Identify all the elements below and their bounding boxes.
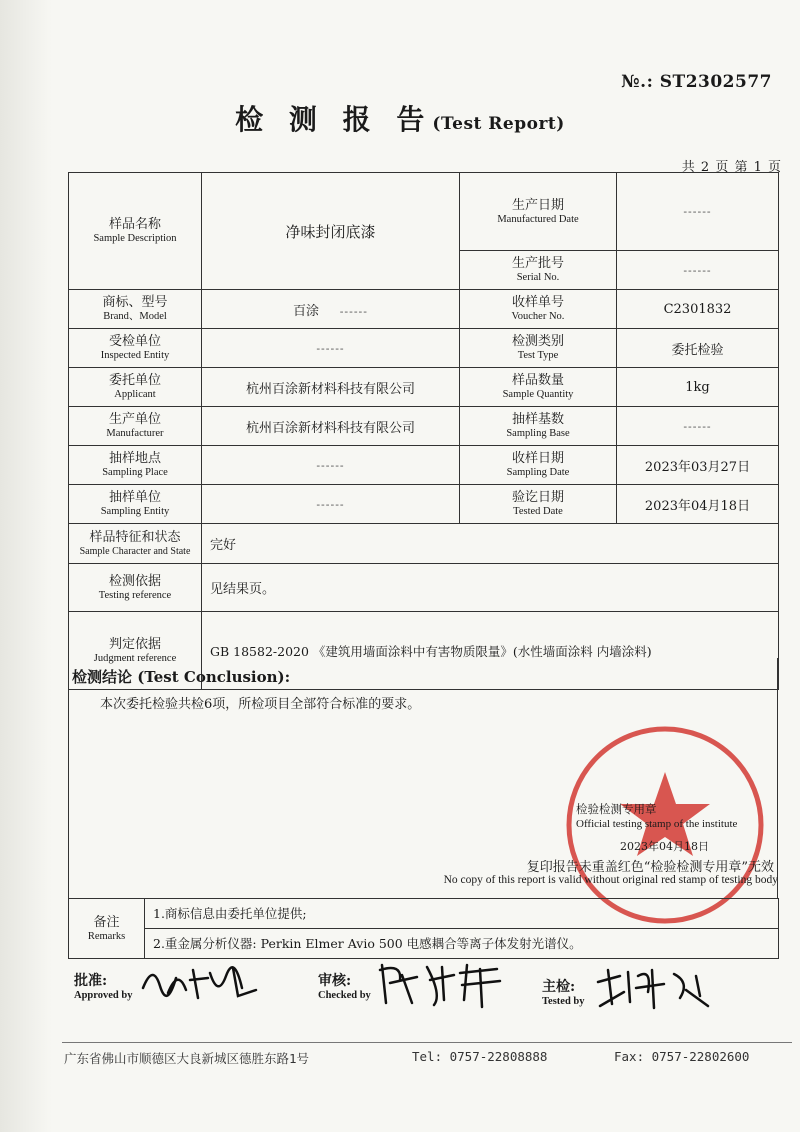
tester-signature-icon xyxy=(590,962,720,1012)
title-en: (Test Report) xyxy=(432,114,565,134)
sample-info-table xyxy=(68,172,779,690)
value-judgment-reference: GB 18582-2020 《建筑用墙面涂料中有害物质限量》(水性墙面涂料 内墙涂料) xyxy=(202,612,779,690)
value-voucher-no: C2301832 xyxy=(617,290,779,329)
value-testing-reference: 见结果页。 xyxy=(202,564,779,612)
remarks-content xyxy=(145,899,779,959)
label-test-type: 检测类别 Test Type xyxy=(460,329,617,368)
label-sampling-entity: 抽样单位 Sampling Entity xyxy=(69,485,202,524)
value-tested-date: 2023年04月18日 xyxy=(617,485,779,524)
label-sampling-date: 收样日期 Sampling Date xyxy=(460,446,617,485)
label-serial-no: 生产批号 Serial No. xyxy=(460,251,617,290)
value-serial-no: ------ xyxy=(617,251,779,290)
conclusion-text: 本次委托检验共检6项，所检项目全部符合标准的要求。 xyxy=(100,697,421,712)
label-sample-character: 样品特征和状态 Sample Character and State xyxy=(69,524,202,564)
copy-notice-cn: 复印报告未重盖红色“检验检测专用章”无效 xyxy=(526,860,774,875)
approved-label: 批准: Approved by xyxy=(74,973,133,1001)
stamp-label-en: Official testing stamp of the institute xyxy=(576,818,738,830)
value-sampling-entity: ------ xyxy=(202,485,460,524)
value-manufacturer: 杭州百涂新材料科技有限公司 xyxy=(202,407,460,446)
brand-value: 百涂 xyxy=(293,303,320,319)
remarks-table xyxy=(68,898,779,959)
label-tested-date: 验讫日期 Tested Date xyxy=(460,485,617,524)
value-applicant: 杭州百涂新材料科技有限公司 xyxy=(202,368,460,407)
model-value: ------ xyxy=(339,304,368,318)
stamp-date: 2023年04月18日 xyxy=(620,840,709,853)
label-brand-model: 商标、型号 Brand、Model xyxy=(69,290,202,329)
remark-item: 2.重金属分析仪器: Perkin Elmer Avio 500 电感耦合等离子体发射光谱仪。 xyxy=(145,928,778,958)
title-cn: 检 测 报 告 xyxy=(235,103,433,136)
value-sample-description: 净味封闭底漆 xyxy=(202,173,460,290)
value-sample-character: 完好 xyxy=(202,524,779,564)
label-testing-reference: 检测依据 Testing reference xyxy=(69,564,202,612)
footer-address: 广东省佛山市顺德区大良新城区德胜东路1号 xyxy=(64,1051,310,1066)
value-sample-quantity: 1kg xyxy=(617,368,779,407)
value-inspected-entity: ------ xyxy=(202,329,460,368)
label-applicant: 委托单位 Applicant xyxy=(69,368,202,407)
stamp-label-cn: 检验检测专用章 xyxy=(576,802,657,816)
conclusion-title: 检测结论 (Test Conclusion): xyxy=(72,668,291,686)
value-sampling-base: ------ xyxy=(617,407,779,446)
scan-margin-shade xyxy=(0,0,52,1132)
report-title xyxy=(0,98,800,138)
value-manufactured-date: ------ xyxy=(617,173,779,251)
label-sampling-place: 抽样地点 Sampling Place xyxy=(69,446,202,485)
tested-label: 主检: Tested by xyxy=(542,979,585,1007)
label-manufactured-date: 生产日期 Manufactured Date xyxy=(460,173,617,251)
value-brand-model xyxy=(202,290,460,329)
checked-label: 审核: Checked by xyxy=(318,973,371,1001)
footer-fax: Fax: 0757-22802600 xyxy=(614,1049,750,1064)
value-sampling-place: ------ xyxy=(202,446,460,485)
label-sampling-base: 抽样基数 Sampling Base xyxy=(460,407,617,446)
label-inspected-entity: 受检单位 Inspected Entity xyxy=(69,329,202,368)
value-test-type: 委托检验 xyxy=(617,329,779,368)
report-number: №.: ST2302577 xyxy=(621,72,772,92)
value-sampling-date: 2023年03月27日 xyxy=(617,446,779,485)
checker-signature-icon xyxy=(372,955,512,1010)
page-info: 共 2 页 第 1 页 xyxy=(681,160,782,175)
copy-notice-en: No copy of this report is valid without original red stamp of testing body xyxy=(443,874,778,886)
remark-item: 1.商标信息由委托单位提供; xyxy=(153,906,307,921)
footer-tel: Tel: 0757-22808888 xyxy=(412,1049,548,1064)
label-judgment-reference: 判定依据 Judgment reference xyxy=(69,612,202,690)
label-sample-description: 样品名称 Sample Description xyxy=(69,173,202,290)
remarks-label: 备注 Remarks xyxy=(69,899,145,959)
footer-divider xyxy=(62,1042,792,1043)
label-sample-quantity: 样品数量 Sample Quantity xyxy=(460,368,617,407)
approver-signature-icon xyxy=(138,958,268,1008)
label-manufacturer: 生产单位 Manufacturer xyxy=(69,407,202,446)
label-voucher-no: 收样单号 Voucher No. xyxy=(460,290,617,329)
